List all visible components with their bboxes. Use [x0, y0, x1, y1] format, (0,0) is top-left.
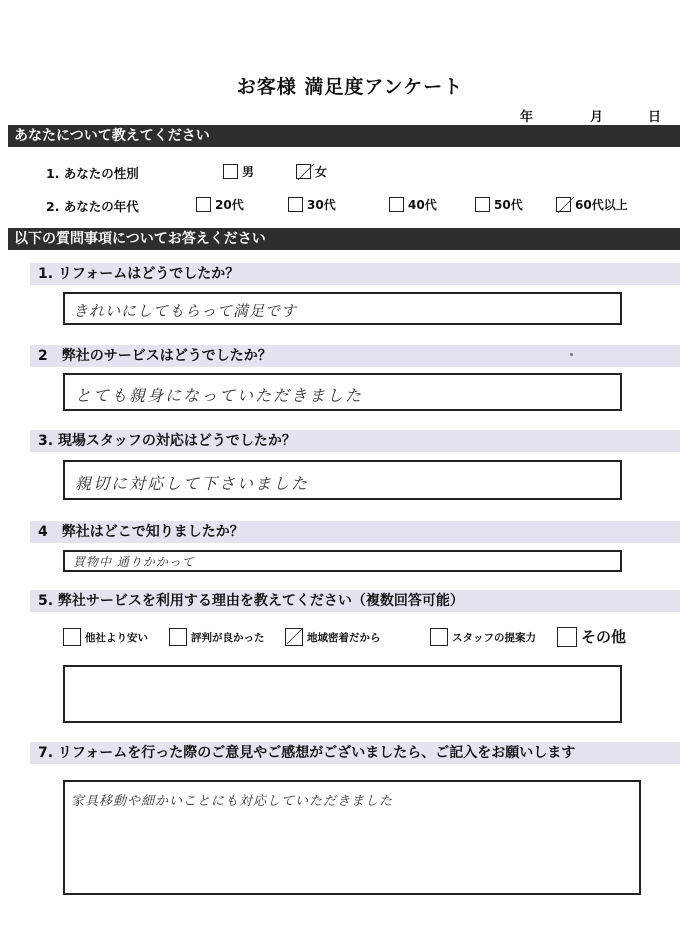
age-option-60plus[interactable]	[556, 196, 628, 217]
reason-option-reputation[interactable]	[169, 628, 265, 646]
question-3-header: 3. 現場スタッフの対応はどうでしたか？	[30, 430, 680, 452]
check-mark-icon: ／	[557, 196, 575, 217]
option-label: 30代	[307, 198, 336, 212]
gender-option-male[interactable]	[223, 163, 254, 180]
answer-4-box[interactable]	[63, 550, 622, 572]
option-label: 評判が良かった	[191, 631, 265, 644]
checkbox[interactable]	[389, 197, 404, 212]
age-option-50s[interactable]	[475, 196, 523, 213]
option-label: その他	[581, 628, 627, 646]
checkbox-checked[interactable]	[285, 628, 303, 646]
stray-dot	[570, 353, 573, 356]
age-option-20s[interactable]	[196, 196, 244, 213]
checkbox[interactable]	[169, 628, 187, 646]
page-title: お客様 満足度アンケート	[236, 76, 464, 98]
check-mark-icon: ／	[297, 163, 315, 184]
reason-option-other[interactable]	[557, 626, 626, 647]
age-option-30s[interactable]	[288, 196, 336, 213]
answer-3-text: 親切に対応して下さいました	[75, 474, 310, 493]
gender-option-female[interactable]	[296, 163, 328, 184]
gender-question-label: 1. あなたの性別	[46, 166, 139, 181]
checkbox-checked[interactable]	[556, 196, 575, 217]
question-7-header: 7. リフォームを行った際のご意見やご感想がございましたら、ご記入をお願いします	[30, 742, 680, 764]
answer-2-text: とても親身になっていただきました	[75, 386, 364, 405]
question-1-header: 1. リフォームはどうでしたか？	[30, 263, 680, 285]
checkbox[interactable]	[557, 627, 577, 647]
checkbox[interactable]	[63, 628, 81, 646]
age-option-40s[interactable]	[389, 196, 437, 213]
section-header-about-you: あなたについて教えてください	[8, 125, 680, 147]
question-2-header: 2 弊社のサービスはどうでしたか？	[30, 345, 680, 367]
answer-7-text: 家具移動や細かいことにも対応していただきました	[71, 794, 394, 809]
option-label: スタッフの提案力	[452, 631, 536, 644]
date-year-label: 年	[520, 110, 534, 125]
answer-4-text: 買物中 通りかかって	[73, 555, 195, 569]
reason-option-cheaper[interactable]	[63, 628, 148, 646]
option-label: 20代	[215, 198, 244, 212]
date-day-label: 日	[648, 110, 662, 125]
option-label: 男	[242, 165, 255, 179]
reason-option-staff-proposal[interactable]	[430, 628, 536, 646]
option-label: 他社より安い	[85, 631, 148, 644]
answer-2-box[interactable]	[63, 373, 622, 411]
check-mark-icon: ／	[286, 627, 304, 648]
answer-7-box[interactable]	[63, 780, 641, 895]
option-label: 女	[315, 165, 328, 179]
question-4-header: 4 弊社はどこで知りましたか？	[30, 521, 680, 543]
checkbox[interactable]	[288, 197, 303, 212]
option-label: 50代	[494, 198, 523, 212]
answer-1-box[interactable]	[63, 292, 622, 325]
section-header-questions: 以下の質問事項についてお答えください	[8, 228, 680, 250]
checkbox[interactable]	[430, 628, 448, 646]
answer-5-box[interactable]	[63, 665, 622, 723]
reason-option-local[interactable]	[285, 628, 381, 646]
checkbox-checked[interactable]	[296, 163, 315, 184]
question-5-header: 5. 弊社サービスを利用する理由を教えてください（複数回答可能）	[30, 590, 680, 612]
checkbox[interactable]	[196, 197, 211, 212]
checkbox[interactable]	[223, 164, 238, 179]
option-label: 40代	[408, 198, 437, 212]
checkbox[interactable]	[475, 197, 490, 212]
age-question-label: 2. あなたの年代	[46, 199, 139, 214]
option-label: 地域密着だから	[307, 631, 381, 644]
date-month-label: 月	[590, 110, 604, 125]
option-label: 60代以上	[575, 198, 628, 212]
answer-3-box[interactable]	[63, 460, 622, 500]
answer-1-text: きれいにしてもらって満足です	[73, 302, 298, 320]
